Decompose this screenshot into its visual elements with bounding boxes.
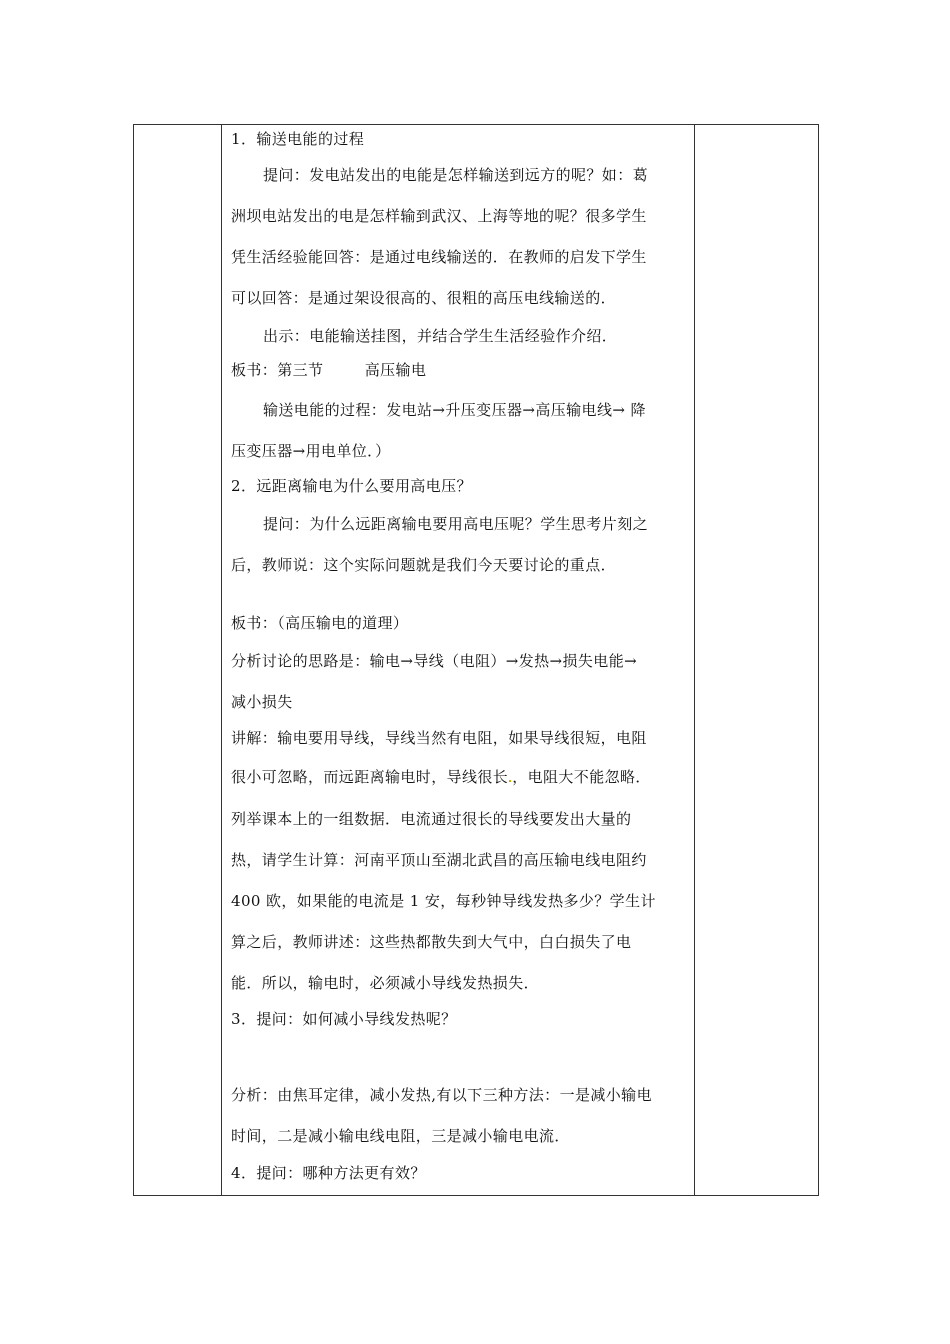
text-line: 时间，二是减小输电线电阻，三是减小输电电流． [231, 1127, 570, 1145]
text-line: 3．提问：如何减小导线发热呢？ [231, 1010, 457, 1028]
text-line: 提问：为什么远距离输电要用高电压呢？学生思考片刻之 [263, 515, 649, 533]
text-line: 减小损失 [231, 693, 293, 711]
left-column-cell [134, 125, 222, 1195]
text-line: 1．输送电能的过程 [231, 130, 365, 148]
text-line: 热，请学生计算：河南平顶山至湖北武昌的高压输电线电阻约 [231, 851, 647, 869]
text-line: 能．所以，输电时，必须减小导线发热损失． [231, 974, 540, 992]
text-line: 算之后，教师讲述：这些热都散失到大气中，白白损失了电 [231, 933, 632, 951]
main-content-cell [222, 125, 696, 1195]
text-line [231, 767, 691, 787]
text-line: 分析：由焦耳定律，减小发热,有以下三种方法：一是减小输电 [231, 1086, 652, 1104]
text-line: 出示：电能输送挂图，并结合学生生活经验作介绍． [263, 327, 618, 345]
text-line: 列举课本上的一组数据．电流通过很长的导线要发出大量的 [231, 810, 632, 828]
text-line: 讲解：输电要用导线，导线当然有电阻，如果导线很短，电阻 [231, 729, 647, 747]
text-line: 后，教师说：这个实际问题就是我们今天要讨论的重点． [231, 556, 617, 574]
text-fragment: 很小可忽略，而远距离输电时，导线很长 [231, 768, 509, 786]
text-line: 提问：发电站发出的电能是怎样输送到远方的呢？如：葛 [263, 166, 649, 184]
lesson-table [133, 124, 819, 1196]
text-line: 输送电能的过程：发电站→升压变压器→高压输电线→ 降 [263, 401, 646, 419]
text-line: 400 欧，如果能的电流是 1 安，每秒钟导线发热多少？学生计 [231, 892, 656, 910]
text-line: 2．远距离输电为什么要用高电压？ [231, 477, 472, 495]
text-line: 凭生活经验能回答：是通过电线输送的．在教师的启发下学生 [231, 248, 647, 266]
text-line: 洲坝电站发出的电是怎样输到武汉、上海等地的呢？很多学生 [231, 207, 647, 225]
highlight-mark [509, 780, 511, 782]
text-line: 板书：第三节 高压输电 [231, 361, 427, 379]
text-line: 可以回答：是通过架设很高的、很粗的高压电线输送的． [231, 289, 617, 307]
text-line: 板书：（高压输电的道理） [231, 614, 409, 632]
text-line: 分析讨论的思路是：输电→导线（电阻）→发热→损失电能→ [231, 652, 638, 670]
text-line: 压变压器→用电单位．） [231, 442, 391, 460]
right-column-cell [694, 125, 818, 1195]
text-line: 4．提问：哪种方法更有效？ [231, 1164, 426, 1182]
text-fragment: ，电阻大不能忽略． [512, 768, 651, 786]
